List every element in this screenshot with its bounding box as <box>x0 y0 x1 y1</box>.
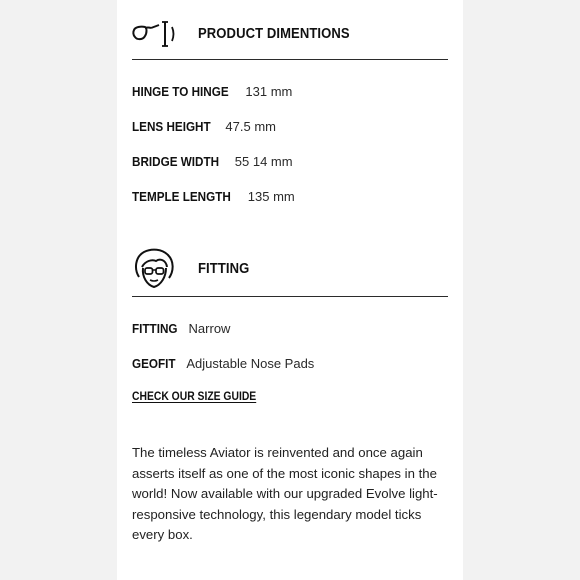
dimension-row-temple-length <box>132 189 295 204</box>
dimension-row-hinge <box>132 84 292 99</box>
face-with-glasses-icon <box>132 246 178 292</box>
dimension-row-bridge-width <box>132 154 293 169</box>
dimension-value: 135 mm <box>247 189 295 204</box>
dimensions-title: PRODUCT DIMENTIONS <box>198 25 350 42</box>
dimension-value: 55 14 mm <box>234 154 293 169</box>
dimension-value: 131 mm <box>245 84 293 99</box>
fitting-title: FITTING <box>198 260 250 277</box>
dimension-label: HINGE TO HINGE <box>132 84 229 99</box>
fitting-label: FITTING <box>132 321 178 336</box>
dimension-label: LENS HEIGHT <box>132 119 211 134</box>
dimension-label: TEMPLE LENGTH <box>132 189 231 204</box>
dimensions-section-header <box>132 8 448 60</box>
product-description: The timeless Aviator is reinvented and once again asserts itself as one of the most iconic shapes in the world! Now available with our upgraded Evolve light-responsive technology, this legendary model ticks every box. <box>132 445 438 542</box>
fitting-row-fitting <box>132 321 230 336</box>
dimension-row-lens-height <box>132 119 276 134</box>
fitting-value: Adjustable Nose Pads <box>186 356 315 371</box>
fitting-section-header <box>132 241 448 297</box>
dimension-value: 47.5 mm <box>225 119 276 134</box>
glasses-ruler-icon <box>132 11 178 57</box>
fitting-label: GEOFIT <box>132 356 176 371</box>
fitting-value: Narrow <box>188 321 231 336</box>
fitting-row-geofit <box>132 356 314 371</box>
dimension-label: BRIDGE WIDTH <box>132 154 220 169</box>
size-guide-link[interactable]: CHECK OUR SIZE GUIDE <box>132 391 257 403</box>
